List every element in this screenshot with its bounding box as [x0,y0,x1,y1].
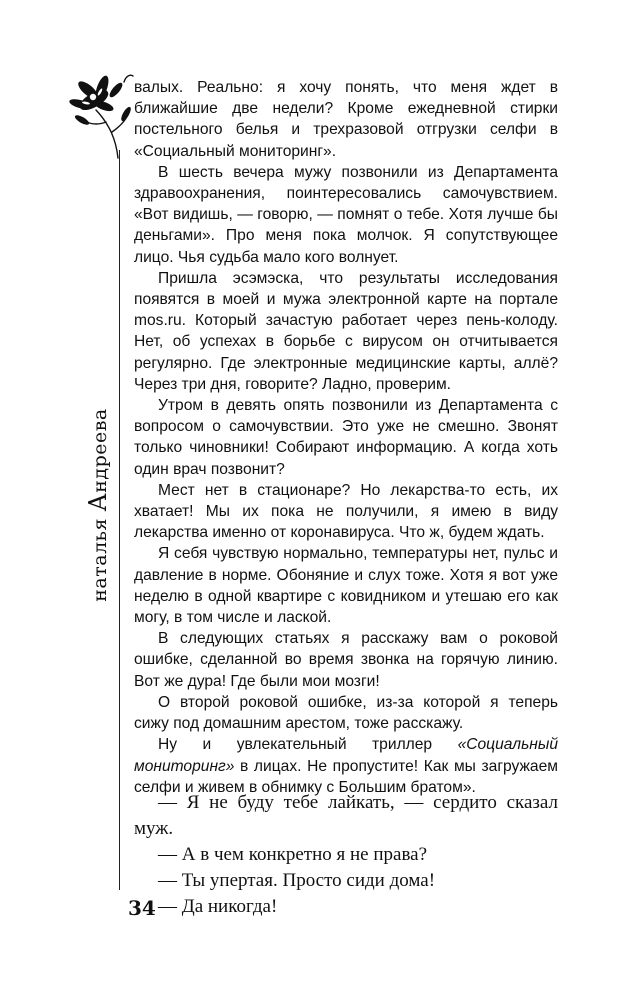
running-title [84,408,112,602]
paragraph: О второй роковой ошибке, из-за которой я теперь сижу под домашним арестом, тоже расскажу. [134,693,558,733]
author-first-name: наталья [89,511,111,602]
paragraph: В следующих статьях я расскажу вам о роковой ошибке, сделанной во время звонка на горячую линию. Вот же дура! Где были мои мозги! [134,630,558,690]
paragraph: Я себя чувствую нормально, температуры нет, пульс и давление в норме. Обоняние и слух тоже. Хотя я вот уже неделю в одной квартире с ковидником и утешаю его как могу, в том числе и лаской. [134,545,558,627]
paragraph-text: в лицах. Не пропустите! Как мы загружаем селфи и живем в обнимку с Большим братом». [134,757,558,796]
margin-rule [119,150,120,890]
page-number: 34 [128,896,156,920]
dialog-line: — Да никогда! [158,896,278,917]
paragraph: Утром в девять опять позвонили из Департамента с вопросом о самочувствии. Это уже не смешно. Звонят только чиновники! Собирают информацию. А когда хоть один врач позвонит? [134,397,558,478]
dialog-line: — А в чем конкретно я не права? [158,844,428,865]
paragraph: Пришла эсэмэска, что результаты исследования появятся в моей и мужа электронной карте на портале mos.ru. Который зачастую работает через пень-колоду. Нет, об успехах в борьбе с вирусом он отчитывается регулярно. Где электронные медицинские карты, аллё? Через три дня, говорите? Ладно, проверим. [134,269,558,393]
emphasis-title: «Социальный мониторинг» [134,736,558,775]
dialog-line: — Ты упертая. Просто сиди дома! [158,870,436,891]
paragraph-text: Ну и увлекательный триллер [158,736,458,754]
paragraph: Мест нет в стационаре? Но лекарства-то есть, их хватает! Мы их пока не получили, я имею в виду лекарства именно от коронавируса. Что ж, будем ждать. [134,481,558,542]
author-last-name: ндреева [89,408,111,493]
author-initial: А [84,492,112,512]
paragraph: В шесть вечера мужу позвонили из Департамента здравоохранения, поинтересовались самочувствием. «Вот видишь, — говорю, — помнят о тебе. Хотя лучше бы деньгами». Про меня пока молчок. Я сопутствующее лицо. Чья судьба мало кого волнует. [134,163,558,266]
dialog-line: — Я не буду тебе лайкать, — сердито сказал муж. [134,792,558,839]
body-text [134,77,558,798]
dialog-block [134,790,558,920]
paragraph: валых. Реально: я хочу понять, что меня ждет в ближайшие две недели? Кроме ежедневной стирки постельного белья и трехразовой отгрузки селфи в «Социальный мониторинг». [134,79,558,160]
paragraph [134,734,558,798]
flower-ornament-icon [66,70,136,160]
